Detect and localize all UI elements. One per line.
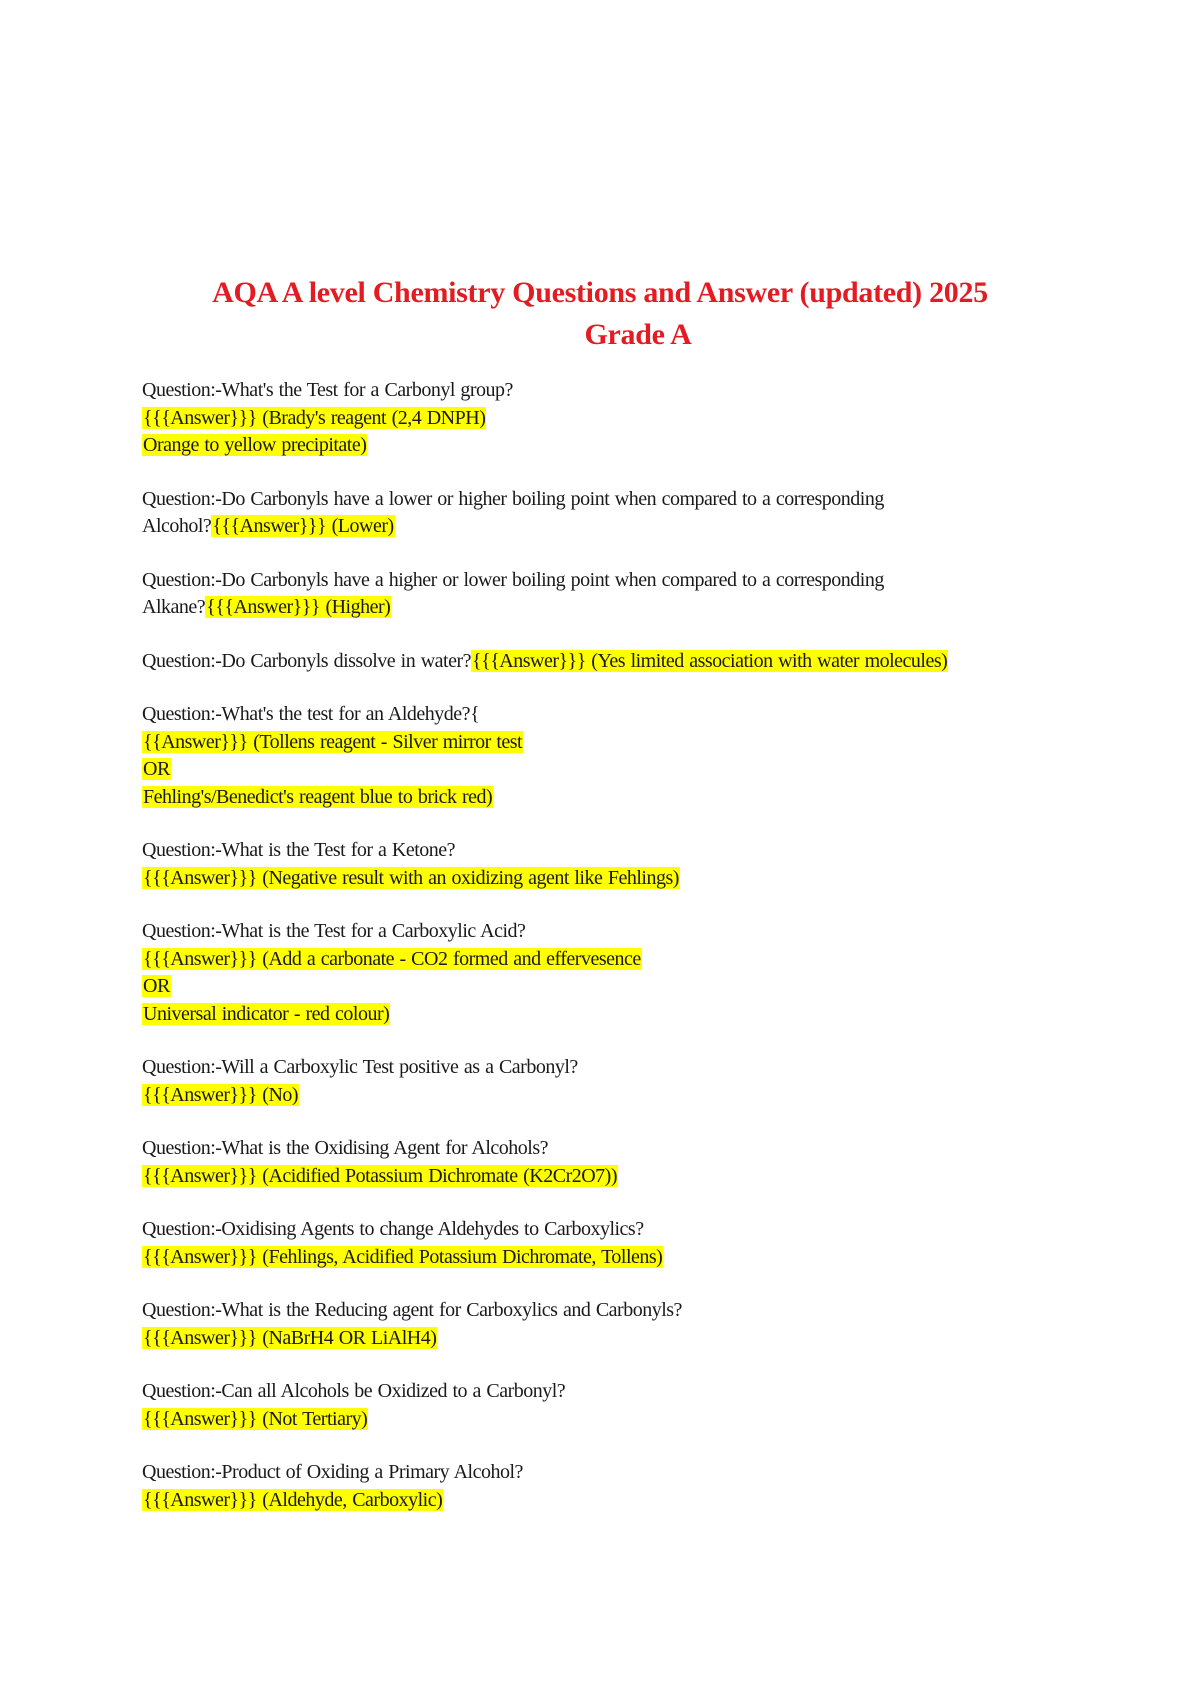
qa-item-12 [142,1378,1082,1433]
qa-item-10 [142,1216,1082,1271]
answer-text: {{Answer}}} (Tollens reagent - Silver mirror test [143,730,523,753]
qa-item-2 [142,486,1082,541]
answer-or: OR [143,975,170,997]
document-title [140,272,1060,356]
answer-text: {{{Answer}}} (NaBrH4 OR LiAlH4) [143,1326,437,1349]
qa-item-11 [142,1297,1082,1352]
answer-text: {{{Answer}}} (Higher) [206,596,391,618]
qa-item-4 [142,648,1082,676]
question-text: Question:-What is the Test for a Carboxylic Acid? [142,920,526,942]
qa-item-13 [142,1459,1082,1514]
question-text: Question:-What is the Test for a Ketone? [142,839,456,861]
qa-item-7 [142,918,1082,1028]
question-text: Question:-What's the test for an Aldehyde?{ [142,703,480,725]
answer-text: {{{Answer}}} (Not Tertiary) [143,1407,368,1430]
answer-text: {{{Answer}}} (Fehlings, Acidified Potassium Dichromate, Tollens) [143,1245,663,1268]
answer-text: {{{Answer}}} (Yes limited association with water molecules) [472,649,948,672]
qa-item-9 [142,1135,1082,1190]
answer-text: Universal indicator - red colour) [143,1002,390,1025]
answer-text: {{{Answer}}} (No) [143,1083,299,1106]
title-line-2: Grade A [584,318,692,351]
answer-text: Orange to yellow precipitate) [143,434,367,456]
answer-or: OR [143,758,170,780]
question-text: Question:-Do Carbonyls dissolve in water? [142,649,471,672]
question-text-continued: Alcohol? [142,515,212,537]
answer-text: {{{Answer}}} (Acidified Potassium Dichromate (K2Cr2O7)) [143,1164,617,1187]
question-text: Question:-Product of Oxiding a Primary Alcohol? [142,1461,523,1483]
question-text: Question:-Oxidising Agents to change Aldehydes to Carboxylics? [142,1218,644,1240]
qa-item-3 [142,567,1082,622]
question-text: Question:-Do Carbonyls have a lower or higher boiling point when compared to a corresponding [142,487,884,510]
qa-item-6 [142,837,1082,892]
question-text: Question:-Do Carbonyls have a higher or lower boiling point when compared to a corresponding [142,568,884,591]
question-text: Question:-What's the Test for a Carbonyl group? [142,379,513,401]
answer-text: {{{Answer}}} (Negative result with an oxidizing agent like Fehlings) [143,866,679,889]
answer-text: {{{Answer}}} (Add a carbonate - CO2 formed and effervesence [143,947,641,970]
question-text: Question:-Can all Alcohols be Oxidized to a Carbonyl? [142,1380,566,1402]
answer-text: {{{Answer}}} (Brady's reagent (2,4 DNPH) [143,406,486,429]
question-text-continued: Alkane? [142,596,206,618]
answer-text: {{{Answer}}} (Aldehyde, Carboxylic) [143,1488,443,1511]
question-text: Question:-What is the Reducing agent for Carboxylics and Carbonyls? [142,1299,682,1321]
question-text: Question:-What is the Oxidising Agent for Alcohols? [142,1137,548,1159]
answer-text: {{{Answer}}} (Lower) [212,515,394,537]
qa-item-1 [142,377,1082,460]
answer-text: Fehling's/Benedict's reagent blue to brick red) [143,785,493,808]
qa-list [142,377,1082,1540]
title-line-1: AQA A level Chemistry Questions and Answer (updated) 2025 [212,276,988,309]
qa-item-8 [142,1054,1082,1109]
qa-item-5 [142,701,1082,811]
question-text: Question:-Will a Carboxylic Test positive as a Carbonyl? [142,1056,578,1078]
